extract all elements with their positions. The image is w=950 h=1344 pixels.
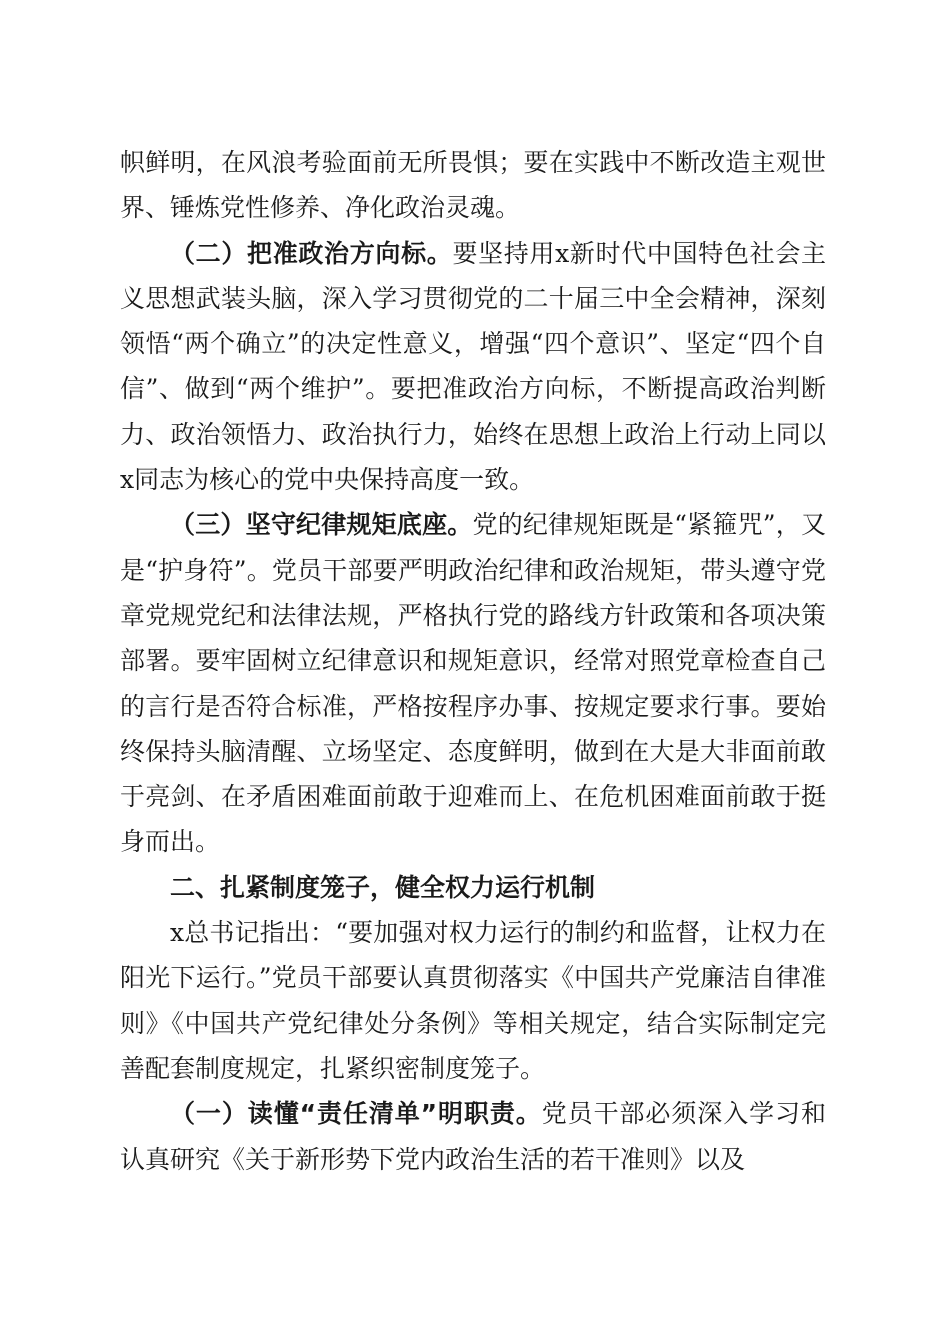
section-heading: 二、扎紧制度笼子，健全权力运行机制	[170, 872, 596, 902]
paragraph-text: 党的纪律规矩既是“紧箍咒”，又是“护身符”。党员干部要严明政治纪律和政治规矩，带头遵守党章党规党纪和法律法规，严格执行党的路线方针政策和各项决策部署。要牢固树立纪律意识和规矩意识，经常对照党章检查自己的言行是否符合标准，严格按程序办事、按规定要求行事。要始终保持头脑清醒、立场坚定、态度鲜明，做到在大是大非面前敢于亮剑、在矛盾困难面前敢于迎难而上、在危机困难面前敢于挺身而出。	[120, 510, 826, 857]
paragraph-political-direction	[120, 231, 826, 503]
document-body	[120, 140, 826, 1182]
paragraph-text: 帜鲜明，在风浪考验面前无所畏惧；要在实践中不断改造主观世界、锤炼党性修养、净化政治灵魂。	[120, 148, 826, 223]
paragraph-responsibility-list	[120, 1091, 826, 1182]
paragraph-text: x总书记指出：“要加强对权力运行的制约和监督，让权力在阳光下运行。”党员干部要认真贯彻落实《中国共产党廉洁自律准则》《中国共产党纪律处分条例》等相关规定，结合实际制定完善配套制度规定，扎紧织密制度笼子。	[120, 918, 826, 1083]
paragraph-power-supervision	[120, 910, 826, 1091]
paragraph-lead: （三）坚守纪律规矩底座。	[170, 510, 473, 540]
paragraph-lead: （一）读懂“责任清单”明职责。	[170, 1099, 542, 1129]
paragraph-text: 要坚持用x新时代中国特色社会主义思想武装头脑，深入学习贯彻党的二十届三中全会精神，深刻领悟“两个确立”的决定性意义，增强“四个意识”、坚定“四个自信”、做到“两个维护”。要把准政治方向标，不断提高政治判断力、政治领悟力、政治执行力，始终在思想上政治上行动上同以x同志为核心的党中央保持高度一致。	[120, 238, 826, 495]
paragraph-discipline-rules	[120, 502, 826, 864]
paragraph-continuation	[120, 140, 826, 231]
paragraph-lead: （二）把准政治方向标。	[170, 238, 453, 268]
paragraph-text: 党员干部必须深入学习和认真研究《关于新形势下党内政治生活的若干准则》以及	[120, 1099, 826, 1174]
